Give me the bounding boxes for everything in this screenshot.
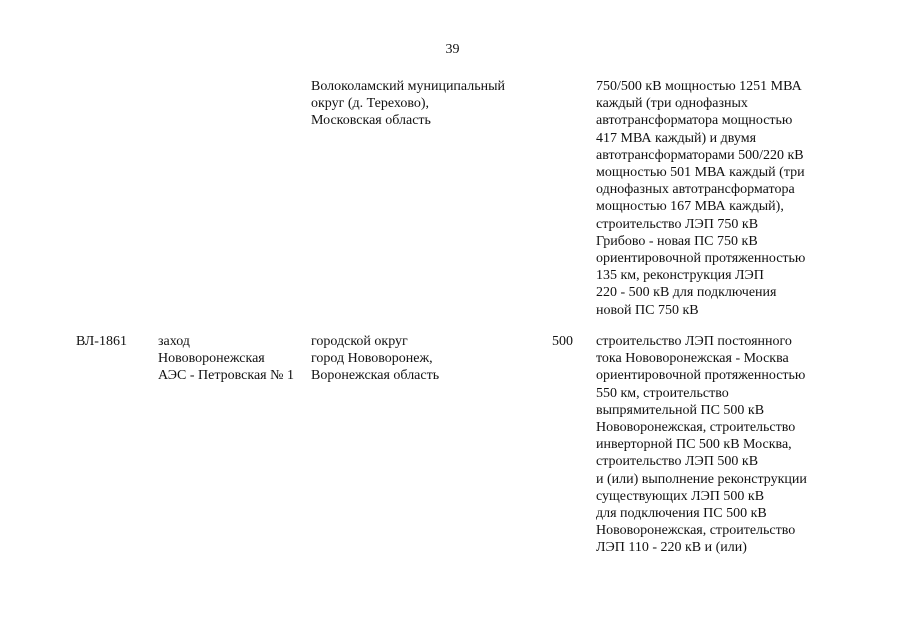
object-name: заход Нововоронежская АЭС - Петровская № 1 xyxy=(158,334,294,384)
object-location: Волоколамский муниципальный округ (д. Терехово), Московская область xyxy=(311,79,506,129)
object-location: городской округ город Нововоронеж, Воронежская область xyxy=(311,334,440,384)
object-description: 750/500 кВ мощностью 1251 МВА каждый (три однофазных автотрансформатора мощностью 417 МВА каждый) и двумя автотрансформаторами 500/220 кВ мощностью 501 МВА каждый (три однофазных автотрансформатора мощностью 167 МВА каждый), строительство ЛЭП 750 кВ Грибово - новая ПС 750 кВ ориентировочной протяженностью 135 км, реконструкция ЛЭП 220 - 500 кВ для подключения новой ПС 750 кВ xyxy=(596,79,806,318)
object-description: строительство ЛЭП постоянного тока Нововоронежская - Москва ориентировочной протяженностью 550 км, строительство выпрямительной ПС 500 кВ Нововоронежская, строительство инверторной ПС 500 кВ Москва, строительство ЛЭП 500 кВ и (или) выполнение реконструкции существующих ЛЭП 500 кВ для подключения ПС 500 кВ Нововоронежская, строительство ЛЭП 110 - 220 кВ и (или) xyxy=(596,334,807,556)
object-voltage: 500 xyxy=(552,334,573,349)
object-code: ВЛ-1861 xyxy=(76,334,127,349)
page-number: 39 xyxy=(445,42,460,57)
